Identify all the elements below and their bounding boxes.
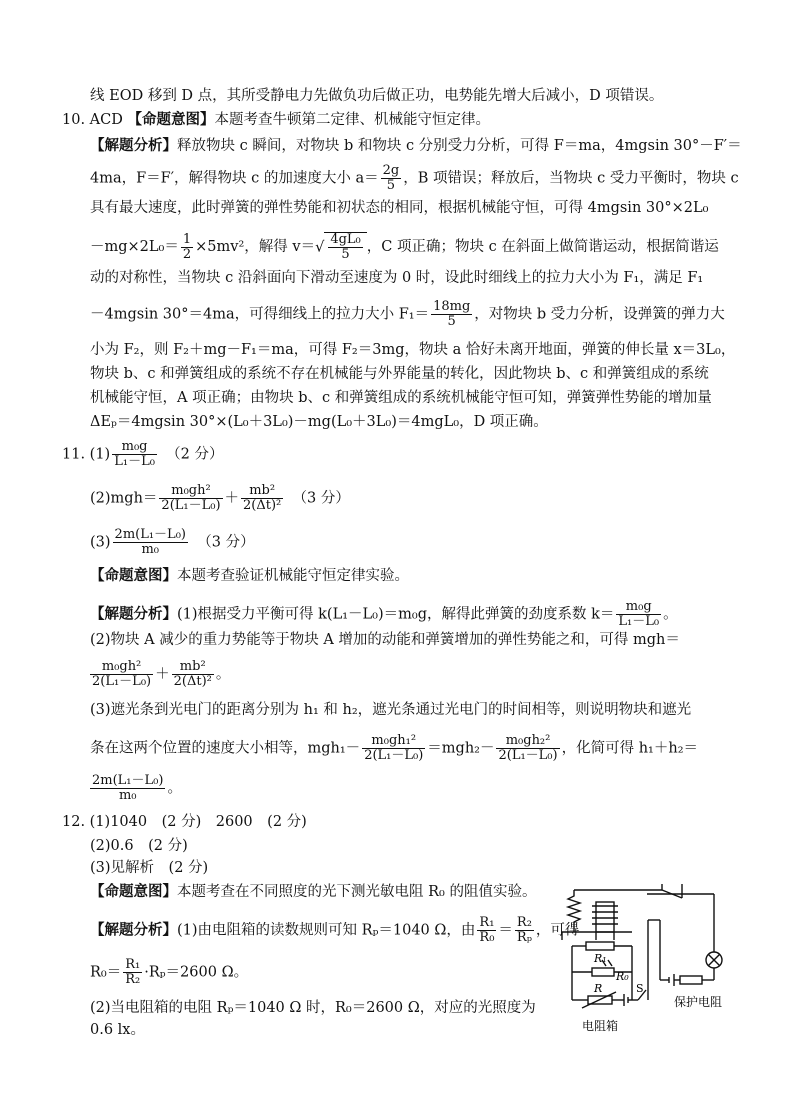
text-seg: －mg×2L₀＝ [90,239,179,255]
text-seg: 。 [663,606,678,623]
analysis-line: 具有最大速度，此时弹簧的弹性势能和初状态的相同，根据机械能守恒，可得 4mgsin 30°×2L₀ [90,200,709,216]
analysis-line: 机械能守恒，A 项正确；由物块 b、c 和弹簧组成的系统机械能守恒可知，弹簧弹性势能的增加量 [90,390,712,406]
analysis-line [90,232,719,262]
label-s: S [636,982,644,995]
fraction [381,164,402,193]
denominator: 2(L₁－L₀) [364,748,424,763]
denominator: Rₚ [516,930,532,945]
fraction [328,233,362,262]
answer-line [90,484,350,513]
text-seg: R₀＝ [90,964,122,981]
numerator: R₂ [516,915,532,930]
denominator: 5 [341,247,350,262]
denominator: L₁－L₀ [618,614,660,629]
text-seg: 4ma，F＝F′，解得物块 c 的加速度大小 a＝ [90,170,379,187]
numerator: m₀gh² [159,484,222,499]
text-seg: ·Rₚ＝2600 Ω。 [144,964,249,981]
denominator: m₀ [141,542,160,557]
analysis-line: (2)物块 A 减少的重力势能等于物块 A 增加的动能和弹簧增加的弹性势能之和，可得 mgh＝ [90,632,680,648]
analysis-line: 0.6 lx。 [90,1022,145,1038]
answer-line: (2)0.6 (2 分) [90,838,188,854]
text-seg: ＋ [224,490,240,507]
fraction [90,660,153,689]
text-seg: (2)mgh＝ [90,490,158,507]
text-seg: ，B 项错误；释放后，当物块 c 受力平衡时，物块 c [403,170,739,187]
numerator: R₁ [479,915,495,930]
denominator: 2(L₁－L₀) [498,748,558,763]
text-seg: ，C 项正确；物块 c 在斜面上做简谐运动，根据简谐运 [366,239,719,255]
denominator: 2(L₁－L₀) [161,498,221,513]
intent-line [90,566,409,586]
analysis-line: 动的对称性，当物块 c 沿斜面向下滑动至速度为 0 时，设此时细线上的拉力大小为 F₁，满足 F₁ [90,270,704,286]
text-seg: (3) [90,534,111,551]
analysis-line [88,774,182,803]
text-seg: ＋ [155,666,170,683]
score: （3 分） [204,534,255,551]
numerator: mb² [172,660,214,675]
text-seg: ＝ [498,922,513,939]
denominator: 2 [182,246,192,262]
fraction [241,484,283,513]
intent-text: 本题考查牛顿第二定律、机械能守恒定律。 [214,112,490,128]
q12-line: 12. (1)1040 (2 分) 2600 (2 分) [62,814,307,830]
text-seg: ，对物块 b 受力分析，设弹簧的弹力大 [474,306,725,323]
numerator: m₀g [616,600,661,615]
analysis-line: (2)当电阻箱的电阻 Rₚ＝1040 Ω 时，R₀＝2600 Ω，对应的光照度为 [90,1000,536,1016]
fraction [496,734,559,763]
text-seg: ＝mgh₂－ [427,740,495,757]
analysis-line [90,958,248,987]
numerator: 18mg [433,299,471,314]
numerator: R₁ [125,957,141,972]
analysis-text: 释放物块 c 瞬间，对物块 b 和物块 c 分别受力分析，可得 F＝ma，4mgsin 30°－F′＝ [177,138,742,154]
numerator: 4gL₀ [330,232,361,247]
numerator: m₀gh² [90,660,153,675]
fraction [181,233,193,262]
text-seg: 。 [215,666,231,683]
numerator: mb² [241,484,283,499]
label-protect-resistor: 保护电阻 [674,995,723,1009]
q10-head: 10. ACD [62,112,123,128]
fraction [172,660,214,689]
text-seg: 。 [167,780,182,797]
intent-tag: 【命题意图】 [90,883,177,900]
analysis-line: 小为 F₂，则 F₂＋mg－F₁＝ma，可得 F₂＝3mg，物块 a 恰好未离开地面，弹簧的伸长量 x＝3L₀， [90,342,736,358]
q10-line [62,110,490,130]
intent-tag: 【命题意图】 [127,111,215,128]
answer-line: (3)见解析 (2 分) [90,860,209,876]
relay-circuit-diagram [552,880,742,1040]
analysis-line [88,660,230,689]
fraction [123,958,142,987]
text-seg: (1)由电阻箱的读数规则可知 Rₚ＝1040 Ω，由 [177,922,476,939]
text-seg: ，化简可得 h₁＋h₂＝ [561,740,699,757]
analysis-line [90,734,698,763]
text-line: 线 EOD 移到 D 点，其所受静电力先做负功后做正功，电势能先增大后减小，D 项错误。 [90,88,664,104]
denominator: 5 [447,314,456,329]
numerator: 2m(L₁－L₀) [92,773,164,788]
text-seg: 条在这两个位置的速度大小相等，mgh₁－ [90,740,361,757]
denominator: 2(L₁－L₀) [92,674,152,689]
analysis-line: 物块 b、c 和弹簧组成的系统不存在机械能与外界能量的转化，因此物块 b、c 和弹簧组成的系统 [90,366,709,382]
denominator: 5 [386,178,396,193]
intent-tag: 【命题意图】 [90,567,177,584]
denominator: R₂ [125,972,141,987]
label-r1: R₁ [594,952,607,965]
text-seg: (1)根据受力平衡可得 k(L₁－L₀)＝m₀g，解得此弹簧的劲度系数 k＝ [177,606,615,623]
analysis-line: ΔEₚ＝4mgsin 30°×(L₀＋3L₀)－mg(L₀＋3L₀)＝4mgL₀，D 项正确。 [90,414,548,430]
label-r0: R₀ [616,970,629,983]
sqrt: √ $\frac{\text{4gL₀}}{5}$ [315,232,367,262]
q11-line [62,440,224,469]
intent-text: 本题考查在不同照度的光下测光敏电阻 R₀ 的阻值实验。 [177,884,537,900]
numerator: 2g [382,163,400,178]
analysis-line [90,164,739,193]
numerator: 2m(L₁－L₀) [114,527,186,542]
label-resistor-box: 电阻箱 [582,1019,619,1033]
analysis-line [90,300,725,329]
denominator: R₀ [479,930,495,945]
fraction [112,440,157,469]
fraction [113,528,188,557]
text-seg: ×5mv²，解得 v＝ [195,239,316,255]
q11-head: 11. (1) [62,446,111,463]
numerator: 1 [182,231,192,247]
denominator: 2(Δt)² [173,674,212,689]
analysis-tag: 【解题分析】 [90,921,177,939]
answer-line [90,528,255,557]
analysis-line [90,136,742,156]
intent-text: 本题考查验证机械能守恒定律实验。 [177,568,409,584]
denominator: L₁－L₀ [114,454,155,469]
numerator: m₀gh₁² [362,734,425,749]
fraction [90,774,165,803]
numerator: m₀gh₂² [496,734,559,749]
label-r: R [594,982,603,995]
analysis-tag: 【解题分析】 [90,605,177,623]
numerator: m₀g [112,440,157,455]
denominator: 2(Δt)² [243,498,282,513]
fraction [159,484,222,513]
score: （3 分） [299,490,350,507]
intent-line [90,882,536,902]
analysis-line [90,916,579,945]
fraction [515,916,534,945]
analysis-line [90,600,678,629]
score: （2 分） [173,446,224,463]
fraction [616,600,661,629]
text-seg: ，可得 [535,922,580,939]
denominator: m₀ [118,788,137,803]
text-seg: －4mgsin 30°＝4ma，可得细线上的拉力大小 F₁＝ [90,306,430,323]
fraction [431,300,472,329]
fraction [477,916,496,945]
analysis-tag: 【解题分析】 [90,137,177,154]
fraction [362,734,425,763]
analysis-line: (3)遮光条到光电门的距离分别为 h₁ 和 h₂，遮光条通过光电门的时间相等，则说明物块和遮光 [90,702,692,718]
